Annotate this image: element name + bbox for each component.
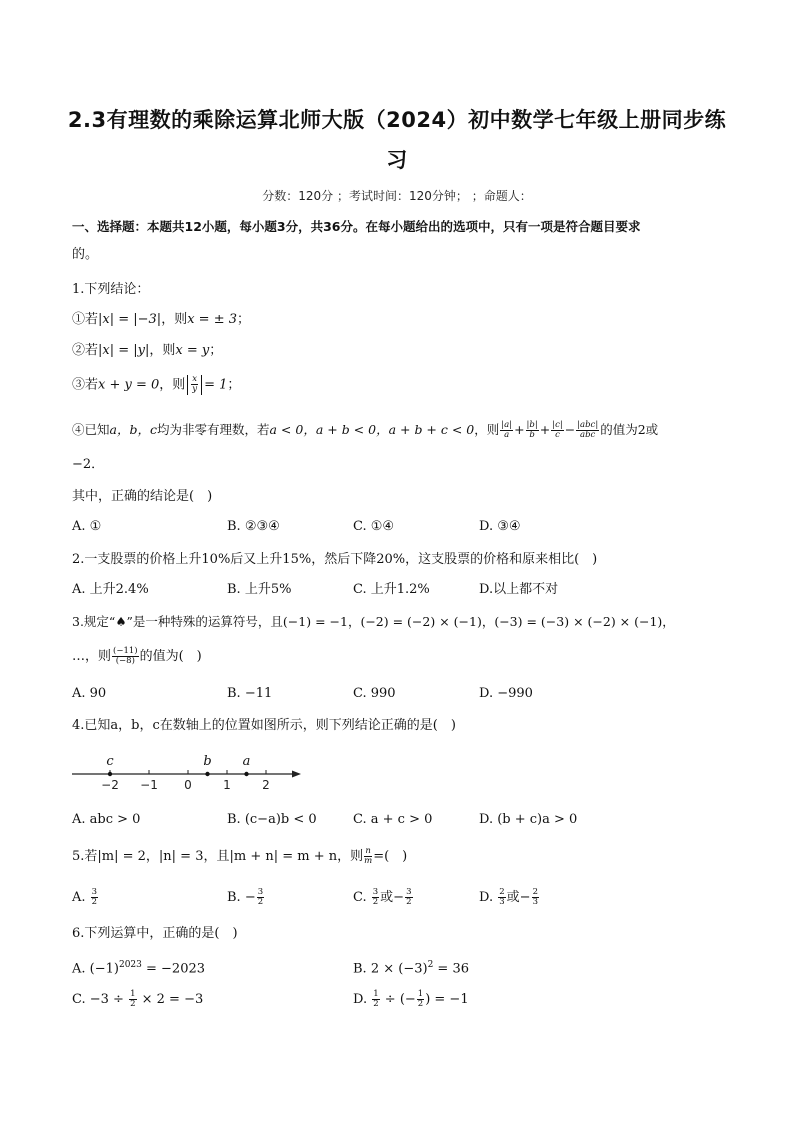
title-line-2: 习 — [386, 148, 408, 172]
q6-option-d[interactable]: D. $\frac{1}{2}$ ÷ (− $\frac{1}{2}$ ) = −1 — [353, 989, 469, 1009]
q6-option-c[interactable]: C. −3 ÷ $\frac{1}{2}$ × 2 = −3 — [72, 989, 204, 1009]
q2-option-c[interactable]: C. 上升1.2% — [353, 582, 430, 597]
axis-tick-label: 2 — [262, 778, 270, 792]
q3-line-1: 3.规定“♠”是一种特殊的运算符号，且(−1) = −1，(−2) = (−2) × (−1)，(−3) = (−3) × (−2) × (−1)， — [72, 614, 675, 629]
section-header-line2: 的。 — [72, 247, 99, 262]
q4-stem: 4.已知a，b，c在数轴上的位置如图所示，则下列结论正确的是( ) — [72, 718, 456, 733]
q2-option-d[interactable]: D.以上都不对 — [479, 582, 559, 597]
section-header-line1: 一、选择题：本题共12小题，每小题3分，共36分。在每小题给出的选项中，只有一项是符合题目要求 — [72, 219, 641, 234]
q1-statement-4-cont: −2． — [72, 457, 105, 472]
q1-statement-2: ②若|x| = |y|，则x = y； — [72, 343, 223, 358]
q1-ask: 其中，正确的结论是( ) — [72, 489, 213, 504]
q3-option-a[interactable]: A. 90 — [72, 686, 107, 701]
point-a — [244, 772, 248, 776]
q1-statement-3: ③若x + y = 0，则 $\frac{x}{y}$ = 1； — [72, 374, 241, 394]
q3-line-2: …，则 $\frac{(-11)}{(-8)}$ 的值为( ) — [72, 646, 202, 666]
axis-tick-label: −1 — [140, 778, 158, 792]
q1-stem: 1.下列结论： — [72, 282, 150, 297]
page-title — [60, 100, 734, 180]
q6-stem: 6.下列运算中，正确的是( ) — [72, 926, 238, 941]
q5-option-c[interactable]: C. $\frac{3}{2}$ 或− $\frac{3}{2}$ — [353, 887, 412, 907]
axis-tick-label: 0 — [184, 778, 192, 792]
axis-tick-label: 1 — [223, 778, 231, 792]
point-label-a: a — [242, 754, 251, 769]
q2-option-b[interactable]: B. 上升5% — [227, 582, 292, 597]
axis-tick-label: −2 — [101, 778, 119, 792]
q4-option-c[interactable]: C. a + c > 0 — [353, 812, 433, 827]
q1-option-b[interactable]: B. ②③④ — [227, 519, 280, 534]
q1-statement-1: ①若|x| = |−3|，则x = ± 3； — [72, 312, 251, 327]
point-c — [108, 772, 112, 776]
title-line-1: 2.3有理数的乘除运算北师大版（2024）初中数学七年级上册同步练 — [67, 108, 727, 132]
number-line-arrow — [292, 771, 301, 778]
q3-option-c[interactable]: C. 990 — [353, 686, 396, 701]
q3-option-d[interactable]: D. −990 — [479, 686, 533, 701]
q5-option-a[interactable]: A. $\frac{3}{2}$ — [72, 887, 98, 907]
point-label-b: b — [203, 754, 212, 769]
q3-option-b[interactable]: B. −11 — [227, 686, 273, 701]
point-label-c: c — [106, 754, 114, 769]
q1-option-d[interactable]: D. ③④ — [479, 519, 521, 534]
q2-option-a[interactable]: A. 上升2.4% — [72, 582, 149, 597]
q5-stem: 5.若|m| = 2，|n| = 3，且|m + n| = m + n，则 $\frac{n}{m}$ =( ) — [72, 846, 408, 866]
q1-option-c[interactable]: C. ①④ — [353, 519, 395, 534]
number-line-figure — [72, 748, 312, 794]
q5-option-d[interactable]: D. $\frac{2}{3}$ 或− $\frac{2}{3}$ — [479, 887, 538, 907]
exam-meta: 分数：120分 ；考试时间：120分钟； ；命题人： — [262, 189, 532, 203]
q5-option-b[interactable]: B. − $\frac{3}{2}$ — [227, 887, 264, 907]
q6-option-a[interactable]: A. $(-1)^{2023} = -2023$ — [72, 960, 206, 977]
q4-option-b[interactable]: B. (c−a)b < 0 — [227, 812, 317, 827]
q6-option-b[interactable]: B. $2 \times (-3)^2 = 36$ — [353, 960, 469, 977]
q4-option-a[interactable]: A. abc > 0 — [72, 812, 141, 827]
q1-option-a[interactable]: A. ① — [72, 519, 102, 534]
q1-statement-4: ④已知a，b，c均为非零有理数，若a < 0，a + b < 0，a + b + c < 0，则 $\frac{|a|}{a}$ + $\frac{|b|}{b}$ + $\frac{|c|}{c}$ − $\frac{\text{|abc|}}{\text{abc}}$ 的值为2或 — [72, 420, 659, 440]
q4-option-d[interactable]: D. (b + c)a > 0 — [479, 812, 578, 827]
q2-stem: 2.一支股票的价格上升10%后又上升15%，然后下降20%，这支股票的价格和原来相比( ) — [72, 552, 598, 567]
point-b — [205, 772, 209, 776]
